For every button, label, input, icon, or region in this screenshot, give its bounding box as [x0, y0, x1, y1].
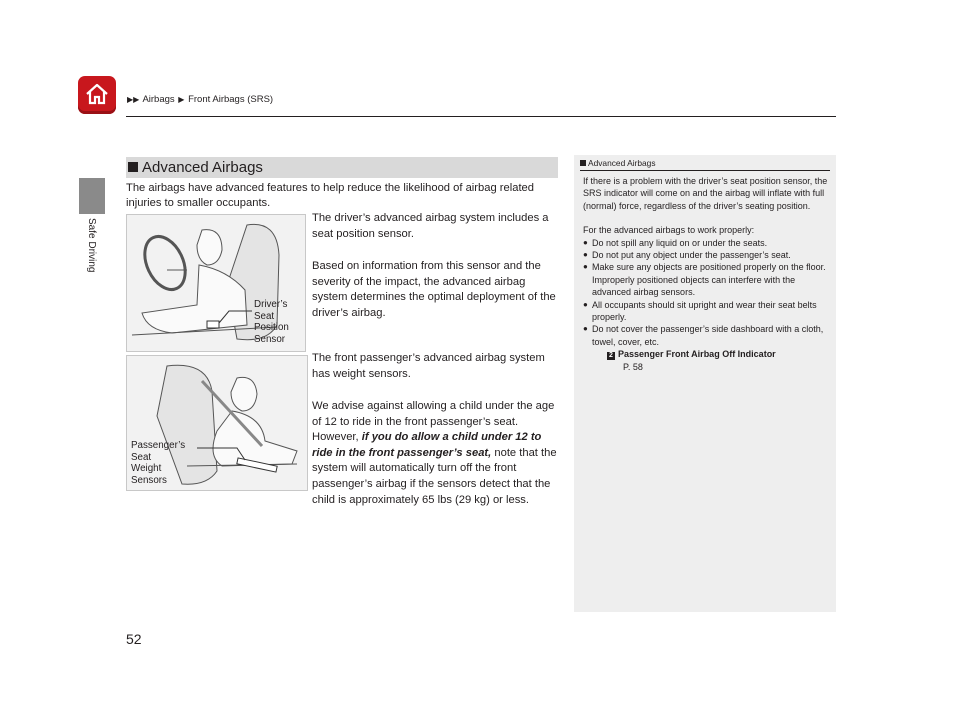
breadcrumb-link-airbags[interactable]: Airbags — [142, 94, 175, 105]
xref-page[interactable]: P. 58 — [623, 361, 643, 372]
callout-line: Sensors — [131, 474, 167, 486]
note-bullet: ● Do not spill any liquid on or under the seats. — [583, 237, 831, 249]
section-title: Advanced Airbags — [142, 159, 263, 176]
breadcrumb-arrow-icon: ▶ — [178, 95, 185, 104]
breadcrumb — [126, 94, 273, 105]
callout-line: Position — [254, 322, 289, 333]
note-bullet: ● Do not put any object under the passenger’s seat. — [583, 249, 831, 261]
callout-line: Weight — [131, 463, 162, 474]
callout-line: Sensor — [254, 333, 286, 345]
paragraph-text: The front passenger’s advanced airbag system has weight sensors. — [312, 352, 545, 380]
body-paragraph-1 — [312, 211, 560, 242]
body-paragraph-3 — [312, 351, 560, 382]
xref-title[interactable]: Passenger Front Airbag Off Indicator — [618, 349, 776, 360]
callout-line: Seat — [254, 310, 275, 322]
xref-arrow-icon: 2 — [607, 352, 615, 360]
note-bullet: ● Do not cover the passenger’s side dashboard with a cloth, towel, cover, etc. — [583, 323, 831, 348]
side-note-rule — [580, 170, 830, 171]
breadcrumb-arrow-icon: ▶▶ — [127, 95, 140, 104]
note-title-text: Advanced Airbags — [588, 158, 656, 168]
home-icon — [84, 81, 110, 107]
page-number: 52 — [126, 631, 142, 647]
note-bullet: ● All occupants should sit upright and wear their seat belts properly. — [583, 299, 831, 324]
callout-line: Seat — [131, 451, 152, 463]
body-paragraph-2 — [312, 259, 560, 321]
side-note-title — [580, 158, 656, 168]
callout-line: Driver’s — [254, 299, 288, 310]
body-paragraph-4 — [312, 399, 560, 508]
paragraph-text: We advise against allowing a child under the age of 12 to ride in the front passenger’s seat. However, — [312, 400, 555, 444]
intro-text: The airbags have advanced features to help reduce the likelihood of airbag related injuries to smaller occupants. — [126, 182, 534, 209]
side-note-body — [583, 175, 831, 373]
note-marker-icon — [580, 160, 586, 166]
passenger-sensor-callout — [131, 440, 185, 486]
square-bullet-icon — [128, 162, 138, 172]
emphasis-text: if you do allow a child under 12 to ride in the front passenger’s seat, — [312, 431, 542, 459]
section-header — [126, 157, 558, 178]
chapter-label: Safe Driving — [86, 218, 97, 273]
callout-line: Passenger’s — [131, 440, 186, 451]
note-intro: If there is a problem with the driver’s seat position sensor, the SRS indicator will come on and the airbag will inflate with full (normal) force, regardless of the driver’s seating position. — [583, 176, 828, 211]
header-rule — [126, 116, 836, 117]
home-button[interactable] — [78, 76, 116, 114]
cross-reference-link[interactable] — [607, 348, 831, 360]
chapter-tab[interactable] — [79, 178, 105, 214]
note-bullet-list — [583, 237, 831, 349]
note-lead: For the advanced airbags to work properly: — [583, 225, 755, 236]
paragraph-text: Based on information from this sensor and the severity of the impact, the advanced airbag system determines the optimal deployment of the driver’s airbag. — [312, 260, 556, 319]
driver-sensor-callout — [254, 299, 289, 345]
paragraph-text: The driver’s advanced airbag system includes a seat position sensor. — [312, 212, 549, 240]
breadcrumb-current: Front Airbags (SRS) — [188, 94, 274, 105]
paragraph-text: note that the system will automatically turn off the front passenger’s airbag if the sensors detect that the child is approximately 65 lbs (29 kg) or less. — [312, 446, 557, 506]
note-bullet: ● Make sure any objects are positioned properly on the floor. Improperly positioned objects can interfere with the advanced airbag sensors. — [583, 261, 831, 298]
